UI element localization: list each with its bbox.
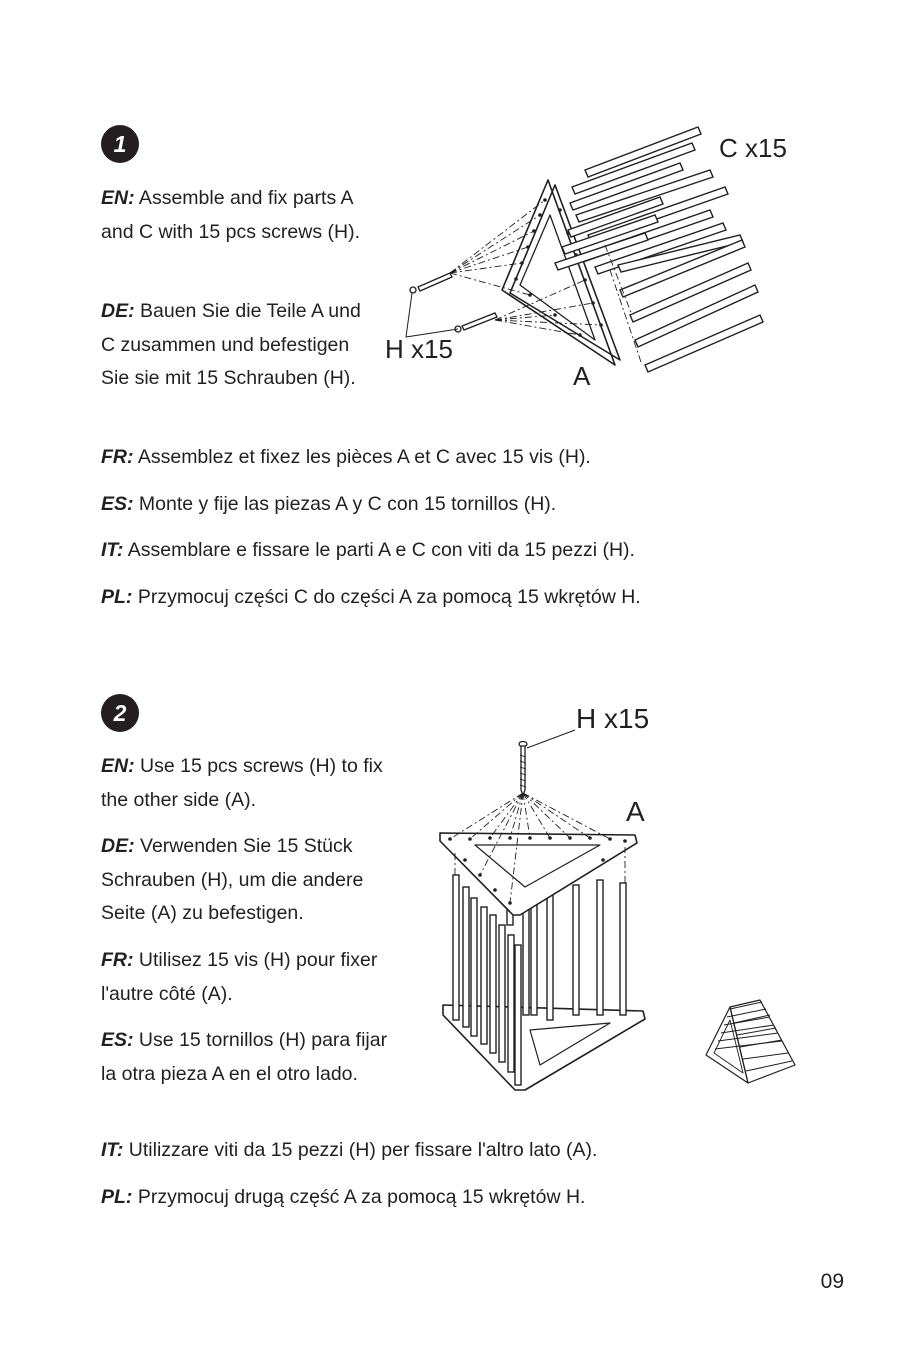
step-2-it <box>101 1134 821 1168</box>
lang-code-es: ES: <box>101 1029 134 1051</box>
step-2-es <box>101 1024 401 1091</box>
instruction-text: Utilizzare viti da 15 pezzi (H) per fissare l'altro lato (A). <box>123 1139 598 1161</box>
step-1-en <box>101 182 366 249</box>
instruction-text: Verwenden Sie 15 Stück Schrauben (H), um die andere Seite (A) zu befestigen. <box>101 835 364 924</box>
lang-code-en: EN: <box>101 187 135 209</box>
panel-a-label: A <box>573 361 591 391</box>
instruction-text: Use 15 pcs screws (H) to fix the other side (A). <box>101 755 383 811</box>
instruction-text: Bauen Sie die Teile A und C zusammen und befestigen Sie sie mit 15 Schrauben (H). <box>101 300 361 389</box>
instruction-text: Assemblez et fixez les pièces A et C avec 15 vis (H). <box>133 446 591 468</box>
screw-icon <box>410 273 497 332</box>
lang-code-de: DE: <box>101 300 135 322</box>
step-1-it <box>101 534 821 568</box>
step-2-pl <box>101 1181 821 1215</box>
lang-code-it: IT: <box>101 1139 124 1161</box>
step-2-en <box>101 750 406 817</box>
instruction-text: Monte y fije las piezas A y C con 15 tornillos (H). <box>133 493 557 515</box>
lang-code-es: ES: <box>101 493 134 515</box>
screw-icon <box>519 742 527 796</box>
screw-leader-line <box>406 293 458 337</box>
lang-code-pl: PL: <box>101 1186 133 1208</box>
step-1-badge: 1 <box>101 125 139 163</box>
instruction-text: Assemble and fix parts A and C with 15 pcs screws (H). <box>101 187 360 243</box>
instruction-text: Use 15 tornillos (H) para fijar la otra pieza A en el otro lado. <box>101 1029 388 1085</box>
page-number: 09 <box>820 1270 844 1293</box>
instruction-text: Przymocuj drugą część A za pomocą 15 wkrętów H. <box>132 1186 586 1208</box>
finished-product-thumbnail <box>700 995 800 1085</box>
step-2-fr <box>101 944 426 1011</box>
instruction-text: Utilisez 15 vis (H) pour fixer l'autre côté (A). <box>101 949 378 1005</box>
instruction-text: Assemblare e fissare le parti A e C con viti da 15 pezzi (H). <box>123 539 635 561</box>
step-1-fr <box>101 441 821 475</box>
lang-code-fr: FR: <box>101 949 134 971</box>
lang-code-de: DE: <box>101 835 135 857</box>
rods-c-label: C x15 <box>719 133 787 163</box>
panel-a-label: A <box>626 796 645 827</box>
screw-leader-line <box>527 730 575 748</box>
instruction-text: Przymocuj części C do części A za pomocą 15 wkrętów H. <box>132 586 641 608</box>
step-2-de <box>101 830 406 931</box>
step-1-pl <box>101 581 821 615</box>
step-1-de <box>101 295 366 396</box>
screws-h-label: H x15 <box>576 703 650 734</box>
step-1-es <box>101 488 821 522</box>
lang-code-fr: FR: <box>101 446 134 468</box>
lang-code-it: IT: <box>101 539 124 561</box>
step-2-assembly-diagram <box>435 735 665 1095</box>
lang-code-en: EN: <box>101 755 135 777</box>
screws-h-label: H x15 <box>385 334 453 364</box>
lang-code-pl: PL: <box>101 586 133 608</box>
step-2-badge: 2 <box>101 694 139 732</box>
